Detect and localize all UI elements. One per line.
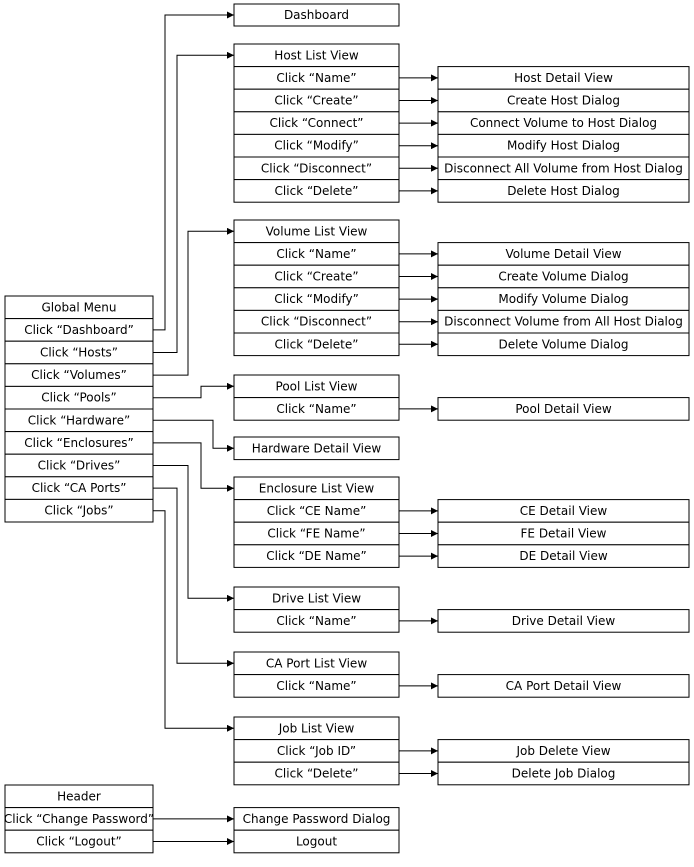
host-list-view-action-click-delete <box>234 180 399 203</box>
menu-item-click-hosts <box>5 341 153 364</box>
dashboard-box <box>234 4 399 26</box>
volume-list-view-box-label: Volume List View <box>265 224 368 239</box>
target-fe-detail-view <box>438 522 689 545</box>
target-disconnect-all-volume-from-host-dialog <box>438 157 689 180</box>
target-de-detail-view-label: DE Detail View <box>519 549 608 564</box>
menu-item-click-hardware <box>5 409 153 432</box>
host-list-view-action-click-name <box>234 67 399 90</box>
menu-item-click-pools <box>5 386 153 409</box>
menu-item-click-jobs-label: Click “Jobs” <box>44 503 114 518</box>
header-item-click-logout <box>5 830 153 853</box>
global-menu-title-label: Global Menu <box>41 300 117 315</box>
target-ce-detail-view-label: CE Detail View <box>519 503 608 518</box>
enclosure-list-view-box <box>234 477 399 500</box>
target-create-volume-dialog <box>438 265 689 288</box>
target-logout <box>234 830 399 853</box>
target-de-detail-view <box>438 545 689 568</box>
host-list-view-box-label: Host List View <box>274 48 359 63</box>
host-list-view-box <box>234 44 399 67</box>
target-modify-volume-dialog <box>438 288 689 311</box>
host-list-view-action-click-connect <box>234 112 399 135</box>
target-disconnect-volume-from-all-host-dialog <box>438 310 689 333</box>
connector-click-dashboard <box>153 15 234 330</box>
drive-list-view-action-click-name <box>234 610 399 633</box>
target-modify-host-dialog <box>438 134 689 157</box>
drive-list-view-box-label: Drive List View <box>271 591 362 606</box>
global-menu-title <box>5 296 153 319</box>
volume-list-view-action-click-create-label: Click “Create” <box>274 269 359 284</box>
volume-list-view-box <box>234 220 399 243</box>
host-list-view-action-click-create <box>234 89 399 112</box>
enclosure-list-view-action-click-ce-name-label: Click “CE Name” <box>266 503 367 518</box>
host-list-view-action-click-disconnect <box>234 157 399 180</box>
target-modify-host-dialog-label: Modify Host Dialog <box>507 138 620 153</box>
target-create-host-dialog <box>438 89 689 112</box>
enclosure-list-view-action-click-ce-name <box>234 500 399 523</box>
pool-list-view-box-label: Pool List View <box>275 379 358 394</box>
target-ca-port-detail-view-label: CA Port Detail View <box>505 678 622 693</box>
target-volume-detail-view <box>438 243 689 266</box>
target-change-password-dialog-label: Change Password Dialog <box>242 811 391 826</box>
volume-list-view-action-click-name <box>234 243 399 266</box>
menu-item-click-enclosures <box>5 432 153 455</box>
host-list-view-action-click-modify <box>234 134 399 157</box>
menu-item-click-dashboard <box>5 319 153 342</box>
target-drive-detail-view-label: Drive Detail View <box>511 613 616 628</box>
target-ca-port-detail-view <box>438 675 689 698</box>
dashboard-box-label: Dashboard <box>283 8 350 22</box>
drive-list-view-box <box>234 587 399 610</box>
pool-list-view-action-click-name-label: Click “Name” <box>276 401 357 416</box>
host-list-view-action-click-disconnect-label: Click “Disconnect” <box>260 161 373 176</box>
volume-list-view-action-click-delete <box>234 333 399 356</box>
hardware-detail-view-box-label: Hardware Detail View <box>251 441 382 456</box>
host-list-view-action-click-connect-label: Click “Connect” <box>269 116 364 131</box>
target-delete-job-dialog-label: Delete Job Dialog <box>511 766 616 781</box>
connector-click-jobs <box>153 511 234 729</box>
enclosure-list-view-action-click-fe-name <box>234 522 399 545</box>
target-delete-host-dialog-label: Delete Host Dialog <box>507 183 620 198</box>
pool-list-view-action-click-name <box>234 398 399 421</box>
target-job-delete-view-label: Job Delete View <box>516 743 611 758</box>
target-host-detail-view <box>438 67 689 90</box>
target-delete-volume-dialog <box>438 333 689 356</box>
target-pool-detail-view-label: Pool Detail View <box>515 401 612 416</box>
connector-click-pools <box>153 386 234 397</box>
enclosure-list-view-box-label: Enclosure List View <box>258 481 375 496</box>
target-connect-volume-to-host-dialog-label: Connect Volume to Host Dialog <box>469 116 658 131</box>
header-item-click-logout-label: Click “Logout” <box>36 834 122 849</box>
volume-list-view-action-click-modify-label: Click “Modify” <box>274 292 359 307</box>
menu-item-click-hosts-label: Click “Hosts” <box>39 345 119 360</box>
target-logout-label: Logout <box>295 834 338 849</box>
volume-list-view-action-click-create <box>234 265 399 288</box>
menu-item-click-drives-label: Click “Drives” <box>37 458 121 473</box>
volume-list-view-action-click-modify <box>234 288 399 311</box>
target-delete-job-dialog <box>438 762 689 785</box>
job-list-view-action-click-job-id <box>234 740 399 763</box>
menu-item-click-hardware-label: Click “Hardware” <box>27 413 131 428</box>
target-create-volume-dialog-label: Create Volume Dialog <box>498 269 629 284</box>
volume-list-view-action-click-delete-label: Click “Delete” <box>274 337 359 352</box>
target-delete-volume-dialog-label: Delete Volume Dialog <box>498 337 629 352</box>
menu-item-click-jobs <box>5 499 153 522</box>
host-list-view-action-click-delete-label: Click “Delete” <box>274 183 359 198</box>
target-volume-detail-view-label: Volume Detail View <box>505 246 622 261</box>
target-disconnect-volume-from-all-host-dialog-label: Disconnect Volume from All Host Dialog <box>444 314 683 329</box>
target-create-host-dialog-label: Create Host Dialog <box>506 93 621 108</box>
target-job-delete-view <box>438 740 689 763</box>
target-host-detail-view-label: Host Detail View <box>514 70 613 85</box>
target-fe-detail-view-label: FE Detail View <box>520 526 607 541</box>
job-list-view-action-click-delete <box>234 762 399 785</box>
volume-list-view-action-click-disconnect <box>234 310 399 333</box>
connector-click-hardware <box>153 420 234 448</box>
target-disconnect-all-volume-from-host-dialog-label: Disconnect All Volume from Host Dialog <box>444 161 683 176</box>
menu-item-click-ca-ports-label: Click “CA Ports” <box>31 481 127 496</box>
menu-item-click-dashboard-label: Click “Dashboard” <box>24 322 134 337</box>
target-delete-host-dialog <box>438 180 689 203</box>
hardware-detail-view-box <box>234 437 399 460</box>
drive-list-view-action-click-name-label: Click “Name” <box>276 613 357 628</box>
header-menu-title <box>5 785 153 808</box>
ca-port-list-view-action-click-name-label: Click “Name” <box>276 678 357 693</box>
volume-list-view-action-click-name-label: Click “Name” <box>276 246 357 261</box>
volume-list-view-action-click-disconnect-label: Click “Disconnect” <box>260 314 373 329</box>
menu-item-click-enclosures-label: Click “Enclosures” <box>24 435 134 450</box>
target-change-password-dialog <box>234 808 399 831</box>
header-item-click-change-password <box>4 808 154 831</box>
host-list-view-action-click-name-label: Click “Name” <box>276 70 357 85</box>
ca-port-list-view-action-click-name <box>234 675 399 698</box>
menu-item-click-volumes <box>5 364 153 387</box>
job-list-view-box-label: Job List View <box>278 721 355 736</box>
enclosure-list-view-action-click-fe-name-label: Click “FE Name” <box>267 526 366 541</box>
host-list-view-action-click-modify-label: Click “Modify” <box>274 138 359 153</box>
target-drive-detail-view <box>438 610 689 633</box>
target-pool-detail-view <box>438 398 689 421</box>
menu-item-click-pools-label: Click “Pools” <box>41 390 117 405</box>
ca-port-list-view-box <box>234 652 399 675</box>
menu-item-click-volumes-label: Click “Volumes” <box>31 368 127 383</box>
target-ce-detail-view <box>438 500 689 523</box>
job-list-view-box <box>234 717 399 740</box>
pool-list-view-box <box>234 375 399 398</box>
host-list-view-action-click-create-label: Click “Create” <box>274 93 359 108</box>
target-modify-volume-dialog-label: Modify Volume Dialog <box>498 292 629 307</box>
header-item-click-change-password-label: Click “Change Password” <box>3 811 155 826</box>
target-connect-volume-to-host-dialog <box>438 112 689 135</box>
menu-item-click-ca-ports <box>5 477 153 500</box>
enclosure-list-view-action-click-de-name-label: Click “DE Name” <box>266 549 367 564</box>
job-list-view-action-click-delete-label: Click “Delete” <box>274 766 359 781</box>
header-menu-title-label: Header <box>57 789 101 804</box>
enclosure-list-view-action-click-de-name <box>234 545 399 568</box>
job-list-view-action-click-job-id-label: Click “Job ID” <box>276 743 357 758</box>
menu-item-click-drives <box>5 454 153 477</box>
ca-port-list-view-box-label: CA Port List View <box>265 656 368 671</box>
